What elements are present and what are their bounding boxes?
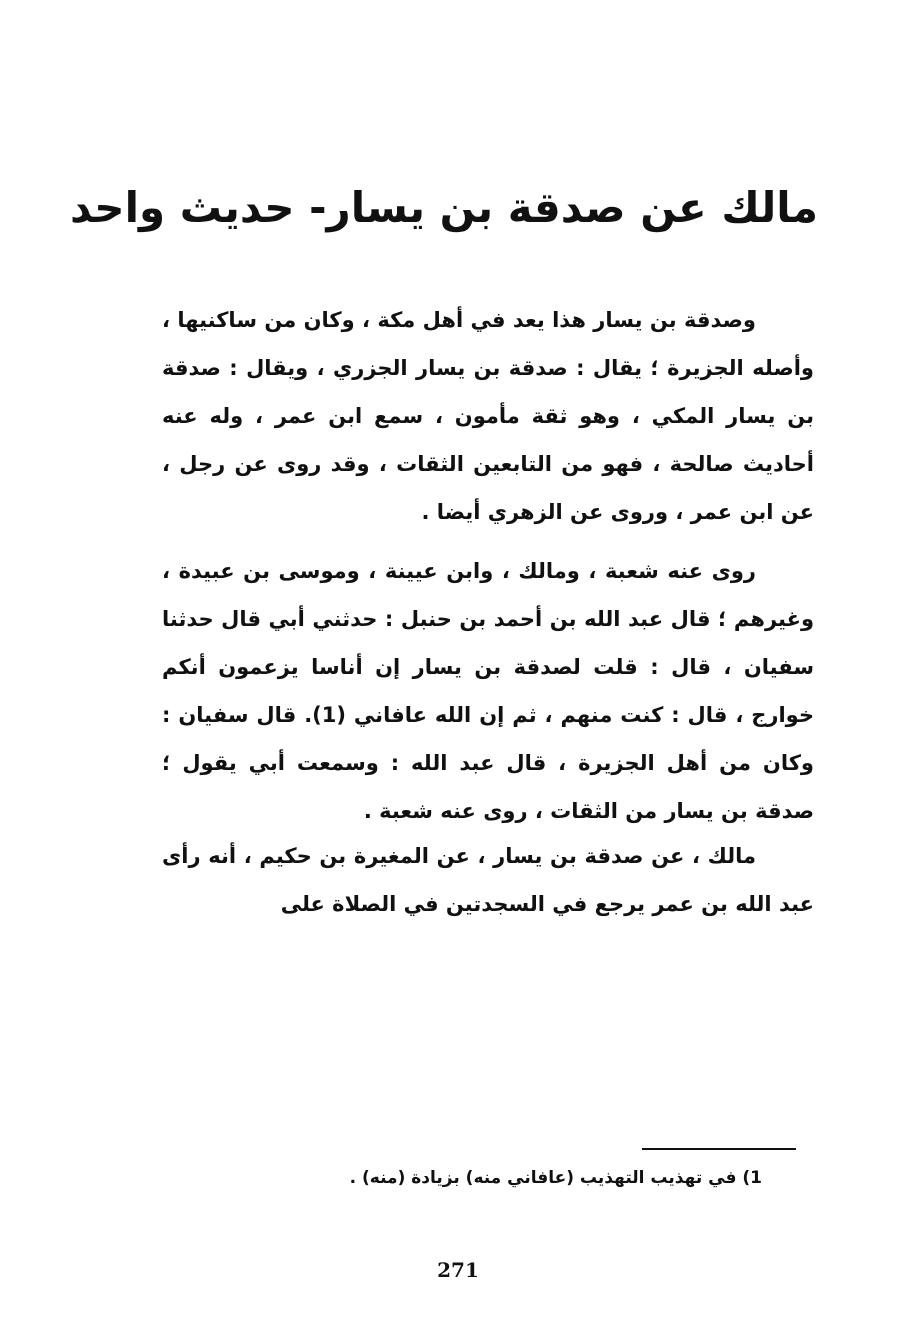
paragraph-1 [162, 296, 814, 536]
paragraph-3 [162, 832, 814, 928]
paragraph-3-text: مالك ، عن صدقة بن يسار ، عن المغيرة بن حكيم ، أنه رأى عبد الله بن عمر يرجع في السجدتين في الصلاة على [162, 844, 814, 916]
paragraph-2-text: روى عنه شعبة ، ومالك ، وابن عيينة ، وموسى بن عبيدة ، وغيرهم ؛ قال عبد الله بن أحمد بن حنبل : حدثني أبي قال حدثنا سفيان ، قال : قلت لصدقة بن يسار إن أناسا يزعمون أنكم خوارج ، قال : كنت منهم ، ثم إن الله عافاني (1). قال سفيان : وكان من أهل الجزيرة ، قال عبد الله : وسمعت أبي يقول ؛ صدقة بن يسار من الثقات ، روى عنه شعبة . [162, 559, 814, 823]
page-number: 271 [437, 1258, 479, 1282]
chapter-title: مالك عن صدقة بن يسار- حديث واحد [70, 183, 818, 232]
paragraph-2 [162, 547, 814, 835]
paragraph-1-text: وصدقة بن يسار هذا يعد في أهل مكة ، وكان من ساكنيها ، وأصله الجزيرة ؛ يقال : صدقة بن يسار الجزري ، ويقال : صدقة بن يسار المكي ، وهو ثقة مأمون ، سمع ابن عمر ، وله عنه أحاديث صالحة ، فهو من التابعين الثقات ، وقد روى عن رجل ، عن ابن عمر ، وروى عن الزهري أيضا . [162, 308, 814, 524]
footnote-divider [642, 1148, 796, 1150]
footnote: 1) في تهذيب التهذيب (عافاني منه) بزيادة (منه) . [349, 1168, 762, 1188]
